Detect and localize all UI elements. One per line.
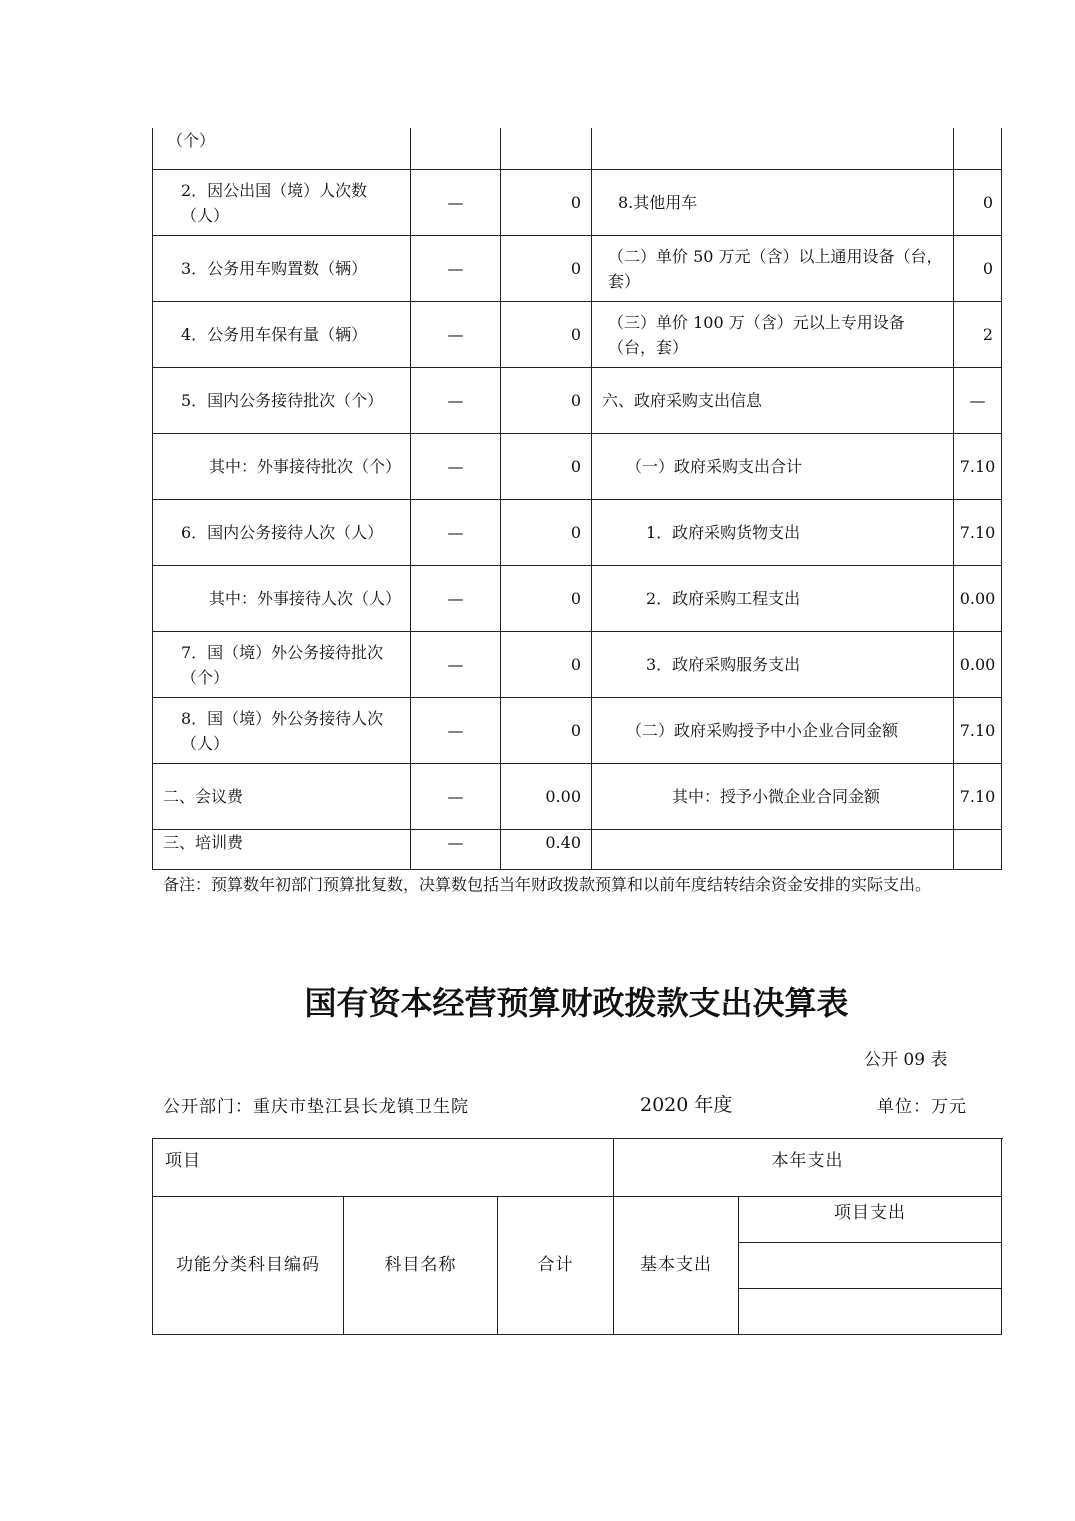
row-dash: — [411, 236, 501, 302]
item-header: 项目 [153, 1139, 614, 1197]
row-amount: 7.10 [954, 500, 1002, 566]
row-label: 三、培训费 [153, 830, 411, 870]
row-amount: 2 [954, 302, 1002, 368]
state-capital-table [152, 1138, 1002, 1335]
row-label: 6．国内公务接待人次（人） [153, 500, 411, 566]
year-expense-header: 本年支出 [614, 1139, 1002, 1197]
row-amount: 7.10 [954, 764, 1002, 830]
row-dash: — [411, 500, 501, 566]
row-label: 其中：外事接待人次（人） [153, 566, 411, 632]
row-item-name: （二）政府采购授予中小企业合同金额 [592, 698, 954, 764]
table-row [153, 434, 1002, 500]
row-label: 5．国内公务接待批次（个） [153, 368, 411, 434]
department-label: 公开部门：重庆市垫江县长龙镇卫生院 [163, 1097, 469, 1117]
basic-expense-header: 基本支出 [614, 1197, 739, 1335]
table-row [153, 632, 1002, 698]
row-value: 0 [501, 170, 592, 236]
row-dash: — [411, 698, 501, 764]
row-value: 0.00 [501, 764, 592, 830]
table-row [153, 698, 1002, 764]
row-item-name: 3．政府采购服务支出 [592, 632, 954, 698]
row-dash [411, 128, 501, 170]
row-amount [954, 128, 1002, 170]
row-value: 0 [501, 566, 592, 632]
row-label: 8．国（境）外公务接待人次（人） [153, 698, 411, 764]
row-item-name [592, 830, 954, 870]
row-item-name: 六、政府采购支出信息 [592, 368, 954, 434]
row-value: 0.40 [501, 830, 592, 870]
row-dash: — [411, 434, 501, 500]
table-row [153, 170, 1002, 236]
table-row [153, 302, 1002, 368]
row-amount: 0 [954, 170, 1002, 236]
row-label: （个） [153, 128, 411, 170]
empty-cell [739, 1289, 1002, 1335]
table-row [153, 830, 1002, 870]
row-label: 3．公务用车购置数（辆） [153, 236, 411, 302]
table-row [153, 368, 1002, 434]
table-number: 公开 09 表 [864, 1050, 948, 1070]
row-value [501, 128, 592, 170]
row-value: 0 [501, 698, 592, 764]
row-item-name: 其中：授予小微企业合同金额 [592, 764, 954, 830]
row-item-name: 2．政府采购工程支出 [592, 566, 954, 632]
row-amount: — [954, 368, 1002, 434]
row-label: 7．国（境）外公务接待批次（个） [153, 632, 411, 698]
row-label: 2．因公出国（境）人次数（人） [153, 170, 411, 236]
row-item-name: （二）单价 50 万元（含）以上通用设备（台，套） [592, 236, 954, 302]
row-label: 4．公务用车保有量（辆） [153, 302, 411, 368]
table-row [153, 128, 1002, 170]
row-item-name: （三）单价 100 万（含）元以上专用设备（台，套） [592, 302, 954, 368]
row-dash: — [411, 830, 501, 870]
row-value: 0 [501, 368, 592, 434]
row-amount: 7.10 [954, 434, 1002, 500]
row-value: 0 [501, 500, 592, 566]
row-dash: — [411, 302, 501, 368]
row-dash: — [411, 170, 501, 236]
row-value: 0 [501, 236, 592, 302]
table-note: 备注：预算数年初部门预算批复数，决算数包括当年财政拨款预算和以前年度结转结余资金安排的实际支出。 [163, 875, 932, 894]
table-row [153, 236, 1002, 302]
row-value: 0 [501, 632, 592, 698]
row-amount: 0.00 [954, 632, 1002, 698]
row-amount: 0 [954, 236, 1002, 302]
header-row [153, 1197, 1002, 1243]
row-label: 其中：外事接待批次（个） [153, 434, 411, 500]
page-title: 国有资本经营预算财政拨款支出决算表 [304, 984, 849, 1022]
row-amount [954, 830, 1002, 870]
row-item-name: （一）政府采购支出合计 [592, 434, 954, 500]
row-value: 0 [501, 302, 592, 368]
row-item-name [592, 128, 954, 170]
row-dash: — [411, 566, 501, 632]
subject-name-header: 科目名称 [344, 1197, 498, 1335]
row-label: 二、会议费 [153, 764, 411, 830]
table-row [153, 566, 1002, 632]
total-header: 合计 [498, 1197, 614, 1335]
function-code-header: 功能分类科目编码 [153, 1197, 344, 1335]
table-row [153, 500, 1002, 566]
project-expense-header: 项目支出 [739, 1197, 1002, 1243]
row-amount: 7.10 [954, 698, 1002, 764]
row-amount: 0.00 [954, 566, 1002, 632]
expense-table [152, 128, 1002, 870]
row-dash: — [411, 632, 501, 698]
table-row [153, 764, 1002, 830]
row-dash: — [411, 368, 501, 434]
unit-label: 单位：万元 [877, 1097, 967, 1117]
empty-cell [739, 1243, 1002, 1289]
row-item-name: 1．政府采购货物支出 [592, 500, 954, 566]
row-value: 0 [501, 434, 592, 500]
fiscal-year: 2020 年度 [640, 1094, 733, 1116]
row-dash: — [411, 764, 501, 830]
row-item-name: 8.其他用车 [592, 170, 954, 236]
header-row [153, 1139, 1002, 1197]
